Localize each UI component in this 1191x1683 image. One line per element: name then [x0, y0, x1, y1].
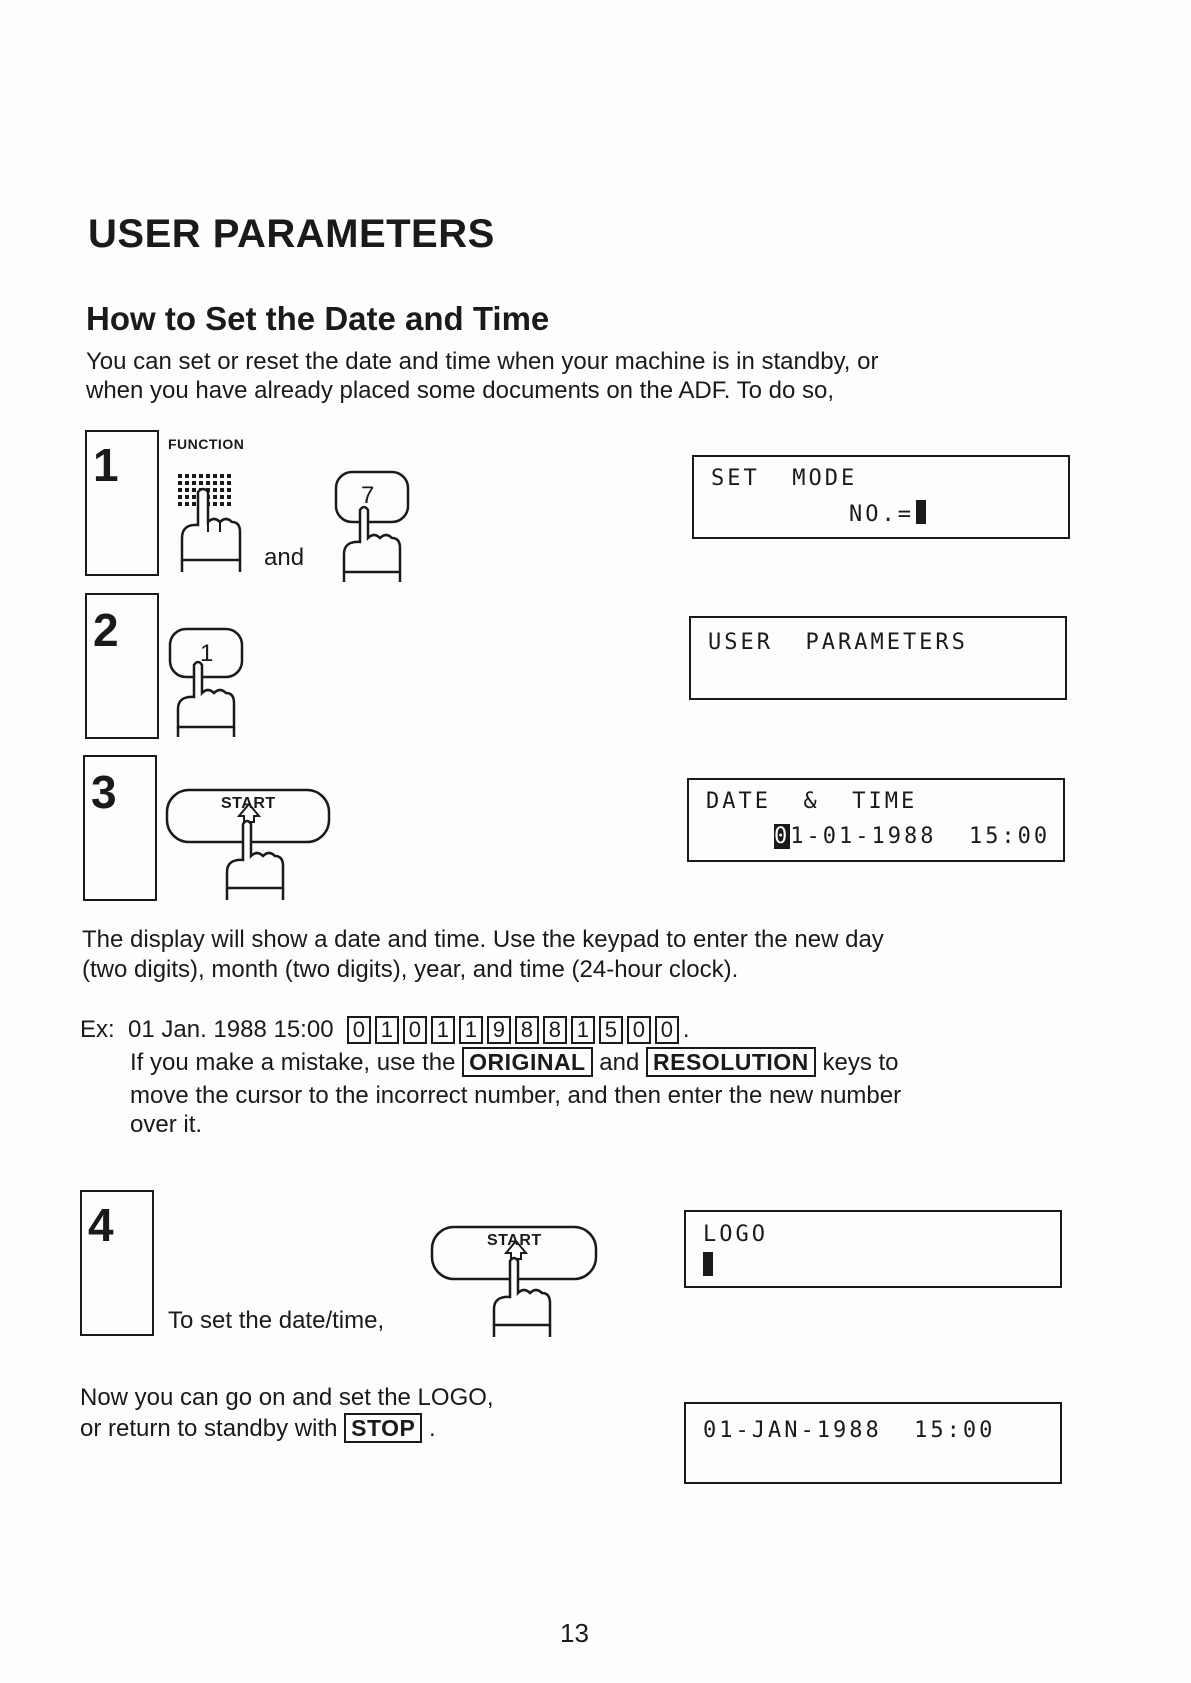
step-3-number: 3 [91, 766, 117, 818]
final-period: . [429, 1415, 436, 1442]
final-line-2 [80, 1413, 436, 1443]
step-4-number: 4 [88, 1199, 114, 1251]
final-text-2: or return to standby with [80, 1415, 338, 1442]
display-date-cursor: 0 [774, 824, 791, 849]
function-key-press-icon [170, 470, 260, 575]
display-user-parameters-line-1: USER PARAMETERS [708, 630, 968, 655]
display-date-time-line-1: DATE & TIME [706, 789, 918, 814]
page-number: 13 [560, 1618, 589, 1648]
and-label: and [264, 544, 305, 571]
resolution-key: RESOLUTION [646, 1047, 816, 1077]
key-1-label: 1 [200, 640, 214, 667]
step-3-box [83, 755, 157, 901]
step-2-box [85, 593, 159, 739]
key-7-label: 7 [361, 482, 375, 509]
example-key: 1 [375, 1016, 399, 1044]
final-line-1: Now you can go on and set the LOGO, [80, 1384, 494, 1411]
mistake-text-2: keys to [822, 1049, 899, 1076]
display-logo-cursor [703, 1252, 713, 1279]
section-title: How to Set the Date and Time [86, 300, 550, 337]
intro-line-1: You can set or reset the date and time when your machine is in standby, or [86, 348, 879, 375]
intro-line-2: when you have already placed some documents on the ADF. To do so, [86, 377, 835, 404]
example-keys [347, 1016, 683, 1043]
display-date-result [684, 1402, 1062, 1484]
example-key: 0 [403, 1016, 427, 1044]
display-date-value: 1-01-1988 15:00 [790, 824, 1051, 849]
mistake-line-1 [130, 1047, 899, 1077]
start-key-label: START [221, 795, 276, 812]
display-date-result-line-1: 01-JAN-1988 15:00 [703, 1418, 996, 1443]
display-date-time-line-2 [774, 824, 1050, 849]
example-key: 1 [571, 1016, 595, 1044]
display-set-mode-line-1: SET MODE [711, 466, 858, 491]
example-line [80, 1015, 690, 1044]
example-key: 8 [543, 1016, 567, 1044]
mistake-line-3: over it. [130, 1111, 203, 1138]
function-key-label: FUNCTION [168, 436, 245, 452]
mistake-line-2: move the cursor to the incorrect number, and then enter the new number [130, 1082, 902, 1109]
example-prefix: Ex: [80, 1016, 115, 1043]
display-logo-line-1: LOGO [703, 1222, 768, 1247]
mistake-text-1: If you make a mistake, use the [130, 1049, 456, 1076]
example-period: . [682, 1016, 690, 1043]
example-key: 0 [655, 1016, 679, 1044]
stop-key: STOP [344, 1413, 422, 1443]
step-1-number: 1 [93, 439, 119, 491]
example-key: 0 [627, 1016, 651, 1044]
display-logo [684, 1210, 1062, 1288]
page-title: USER PARAMETERS [88, 212, 495, 256]
explanation-line-1: The display will show a date and time. Use the keypad to enter the new day [82, 926, 884, 953]
start-key-label-step-4: START [487, 1232, 542, 1249]
mistake-and: and [599, 1049, 640, 1076]
step-1-box [85, 430, 159, 576]
display-set-mode-line-2 [849, 500, 926, 527]
example-key: 1 [431, 1016, 455, 1044]
step-4-caption: To set the date/time, [168, 1307, 385, 1334]
example-key: 0 [347, 1016, 371, 1044]
step-2-number: 2 [93, 604, 119, 656]
display-set-mode [692, 455, 1070, 539]
explanation-line-2: (two digits), month (two digits), year, and time (24-hour clock). [82, 956, 739, 983]
example-key: 9 [487, 1016, 511, 1044]
original-key: ORIGINAL [462, 1047, 592, 1077]
display-set-mode-prompt: NO.= [849, 502, 914, 527]
step-4-box [80, 1190, 154, 1336]
display-cursor-icon [916, 500, 926, 524]
example-key: 5 [599, 1016, 623, 1044]
display-date-time [687, 778, 1065, 862]
logo-cursor-icon [703, 1252, 713, 1276]
example-text: 01 Jan. 1988 15:00 [128, 1016, 334, 1043]
example-key: 8 [515, 1016, 539, 1044]
display-user-parameters [689, 616, 1067, 700]
example-key: 1 [459, 1016, 483, 1044]
